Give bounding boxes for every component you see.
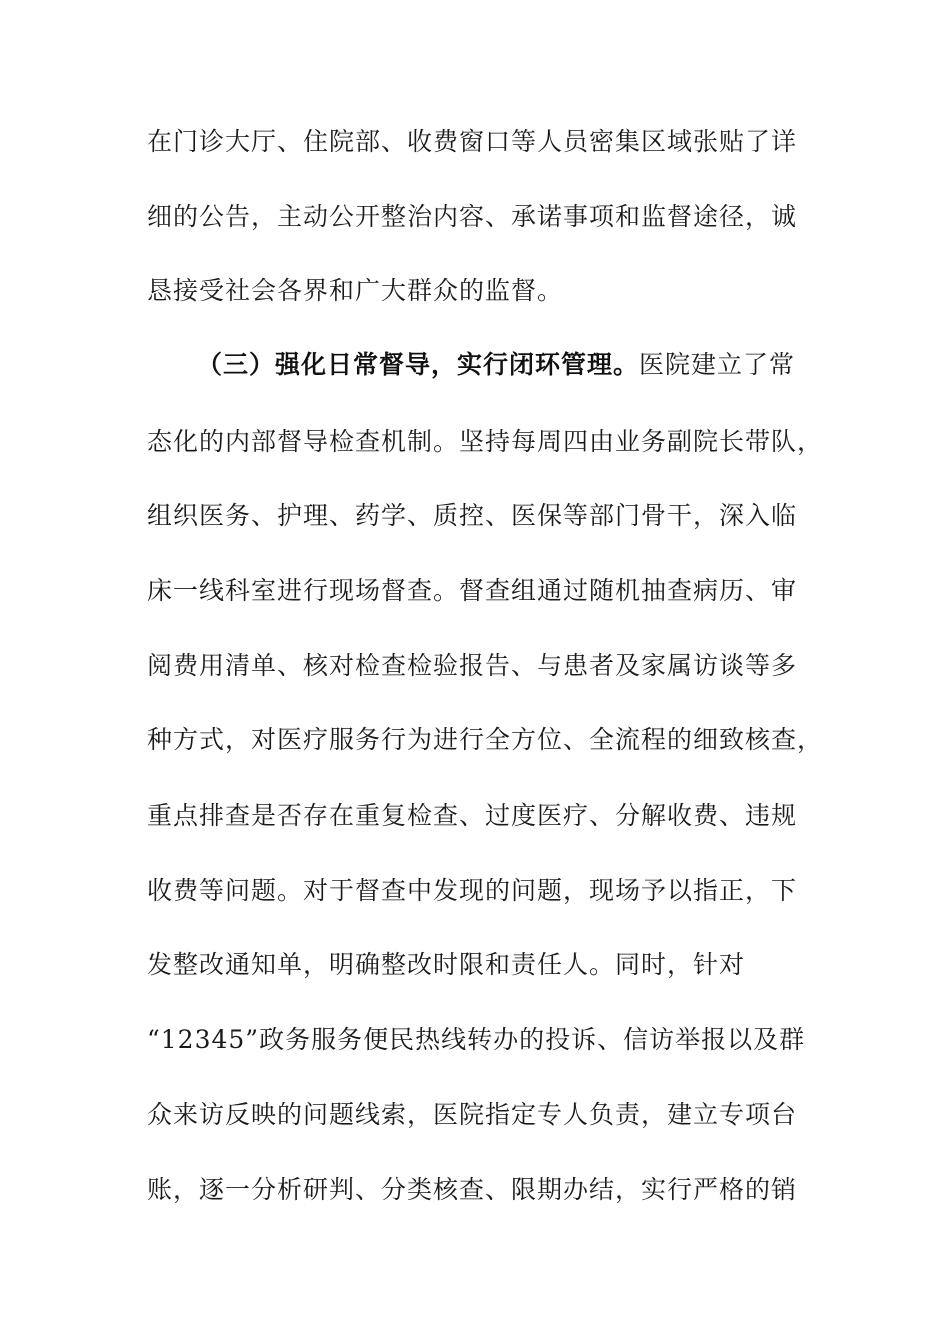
paragraph-line: 发整改通知单，明确整改时限和责任人。同时，针对 — [147, 950, 746, 979]
paragraph-line: 组织医务、护理、药学、质控、医保等部门骨干，深入临 — [147, 501, 798, 530]
section-heading: （三）强化日常督导，实行闭环管理。 — [197, 350, 640, 379]
paragraph-line: 账，逐一分析研判、分类核查、限期办结，实行严格的销 — [147, 1175, 798, 1204]
paragraph-line: 阅费用清单、核对检查检验报告、与患者及家属访谈等多 — [147, 651, 798, 680]
paragraph-line: 种方式，对医疗服务行为进行全方位、全流程的细致核查， — [147, 725, 824, 754]
section-heading-line — [197, 348, 795, 382]
paragraph-line: 态化的内部督导检查机制。坚持每周四由业务副院长带队， — [147, 427, 824, 456]
paragraph-line: 床一线科室进行现场督查。督查组通过随机抽查病历、审 — [147, 576, 798, 605]
paragraph-line: 众来访反映的问题线索，医院指定专人负责，建立专项台 — [147, 1100, 798, 1129]
paragraph-line: 收费等问题。对于督查中发现的问题，现场予以指正，下 — [147, 876, 798, 905]
paragraph-line: 细的公告，主动公开整治内容、承诺事项和监督途径，诚 — [147, 202, 798, 231]
paragraph-line: 恳接受社会各界和广大群众的监督。 — [147, 276, 564, 305]
section-lead-text: 医院建立了常 — [639, 350, 796, 379]
paragraph-line: “12345”政务服务便民热线转办的投诉、信访举报以及群 — [147, 1025, 806, 1054]
paragraph-line: 重点排查是否存在重复检查、过度医疗、分解收费、违规 — [147, 801, 798, 830]
paragraph-line: 在门诊大厅、住院部、收费窗口等人员密集区域张贴了详 — [147, 127, 798, 156]
